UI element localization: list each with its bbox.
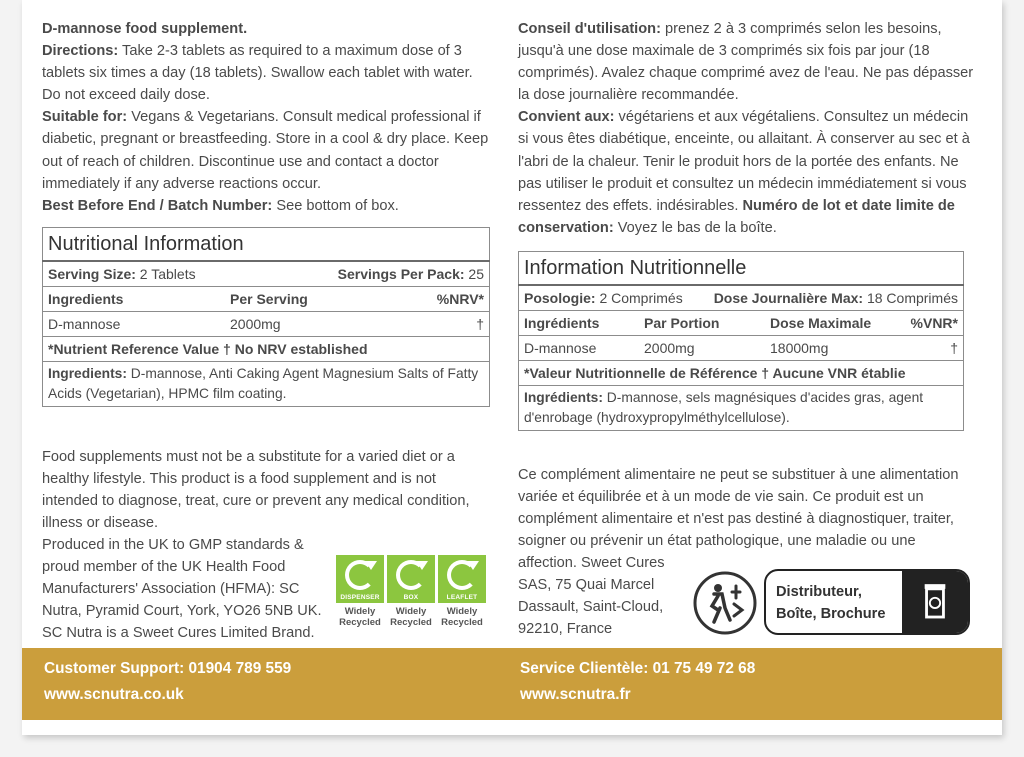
website-en: www.scnutra.co.uk xyxy=(44,686,184,703)
dose-max-value: 18 Comprimés xyxy=(863,289,958,306)
convient-text: végétariens et aux végétaliens. Consultez un médecin si vous êtes diabétique, enceinte, ou allaitant. À conserver au sec et à l'abri de la chaleur. Tenir le produit hors de la portée des enfants. Ne pas utiliser le produit et consultez un médecin immédiatement si vous ressentez des effets. indésirables. xyxy=(518,109,970,214)
convient-label: Convient aux: xyxy=(518,109,615,126)
address-line: 92210, France xyxy=(518,621,613,638)
badge-label: DISPENSER xyxy=(340,594,380,601)
header-per-serving: Per Serving xyxy=(230,290,308,307)
dose-max xyxy=(714,288,958,308)
badge-box xyxy=(387,555,435,628)
lot-label: Numéro de lot et date limite de conservation: xyxy=(518,197,955,236)
ingredients-label: Ingredients: xyxy=(48,365,127,381)
header-par-portion: Par Portion xyxy=(644,314,720,331)
english-column xyxy=(42,18,492,407)
posologie-value: 2 Comprimés xyxy=(595,289,683,306)
ingredients-list xyxy=(43,361,490,406)
ingredients-text-fr: D-mannose, sels magnésiques d'acides gras, agent d'enrobage (hydroxypropylméthylcellulose). xyxy=(524,389,924,425)
servings-per-pack-value: 25 xyxy=(464,265,484,282)
serving-size-label: Serving Size: xyxy=(48,265,136,282)
header-vnr: %VNR* xyxy=(910,314,958,331)
support-phone-fr: Service Clientèle: 01 75 49 72 68 xyxy=(520,660,756,677)
header-nrv: %NRV* xyxy=(436,290,484,307)
table-row xyxy=(524,338,958,358)
cell-par-portion: 2000mg xyxy=(644,339,695,356)
conseil-text: prenez 2 à 3 comprimés selon les besoins, jusqu'à une dose maximale de 3 comprimés six fois par jour (18 comprimés). Avalez chaque comprimé avez de l'eau. Ne pas dépasser la dose journalière recommandée. xyxy=(518,21,974,104)
ingredients-text: D-mannose, Anti Caking Agent Magnesium Salts of Fatty Acids (Vegetarian), HPMC film coating. xyxy=(48,365,479,401)
nutrition-table-fr-title: Information Nutritionnelle xyxy=(519,251,964,285)
cell-per-serving: 2000mg xyxy=(230,315,281,332)
header-ingredients: Ingredients xyxy=(48,290,124,307)
best-before-label: Best Before End / Batch Number: xyxy=(42,197,273,214)
nutrition-table-title: Nutritional Information xyxy=(43,227,490,261)
table-header-row xyxy=(524,313,958,333)
posologie xyxy=(524,288,683,308)
badge-caption: Recycled xyxy=(441,617,483,628)
badge-caption: Widely xyxy=(395,606,427,617)
badge-dispenser xyxy=(336,555,384,628)
address-line: SAS, 75 Quai Marcel xyxy=(518,577,655,594)
address-line: Dassault, Saint-Cloud, xyxy=(518,599,664,616)
french-column xyxy=(518,18,978,431)
label-panel xyxy=(22,0,1002,735)
nutrition-table-fr xyxy=(518,251,964,431)
lot-text: Voyez le bas de la boîte. xyxy=(613,219,777,236)
table-row xyxy=(48,314,484,334)
nrv-note: *Nutrient Reference Value † No NRV established xyxy=(43,336,490,361)
servings-per-pack-label: Servings Per Pack: xyxy=(337,265,465,282)
nutrition-table xyxy=(42,227,490,407)
disclaimer-fr: Ce complément alimentaire ne peut se substituer à une alimentation variée et équilibrée et à un mode de vie sain. Ce produit est un complément alimentaire et n'est pas destiné à diagnostiquer, traiter, soigner ou prévenir un état pathologique, une maladie ou une xyxy=(518,467,959,550)
badge-caption: Recycled xyxy=(390,617,432,628)
cell-nrv: † xyxy=(476,315,484,332)
contact-band xyxy=(22,648,1002,720)
address-line: affection. Sweet Cures xyxy=(518,555,665,571)
conseil xyxy=(518,18,978,106)
serving-size xyxy=(48,264,196,284)
directions-text: Take 2-3 tablets as required to a maximum dose of 3 tablets six times a day (18 tablets). Swallow each tablet with water. Do not exceed daily dose. xyxy=(42,43,473,104)
recycling-badges xyxy=(336,555,486,628)
dose-max-label: Dose Journalière Max: xyxy=(713,289,864,306)
product-name: D-mannose food supplement. xyxy=(42,21,248,37)
suitable-text: Vegans & Vegetarians. Consult medical professional if diabetic, pregnant or breastfeeding. Store in a cool & dry place. Keep out of reach of children. Discontinue use and contact a doctor immediately if any adverse reactions occur. xyxy=(42,109,489,192)
disclaimer-en: Food supplements must not be a substitute for a varied diet or a healthy lifestyle. This product is a food supplement and is not intended to diagnose, treat, cure or prevent any medical condition, illness or disease. xyxy=(42,449,470,532)
distributor-line-1: Distributeur, xyxy=(776,584,862,600)
recycle-bin-icon xyxy=(902,571,968,633)
vnr-note: *Valeur Nutritionnelle de Référence † Aucune VNR établie xyxy=(519,360,964,385)
ingredients-list-fr xyxy=(519,385,964,430)
directions xyxy=(42,40,492,106)
suitable-label: Suitable for: xyxy=(42,109,128,126)
distributor-line-2: Boîte, Brochure xyxy=(776,606,886,622)
table-header-row xyxy=(48,289,484,309)
website-fr: www.scnutra.fr xyxy=(520,686,631,703)
best-before-text: See bottom of box. xyxy=(272,197,399,214)
support-phone-en: Customer Support: 01904 789 559 xyxy=(44,660,292,677)
badge-label: BOX xyxy=(403,594,419,601)
badge-caption: Widely xyxy=(344,606,376,617)
badge-label: LEAFLET xyxy=(446,594,478,601)
posologie-label: Posologie: xyxy=(524,289,596,306)
ingredients-label-fr: Ingrédients: xyxy=(524,389,603,405)
cell-vnr: † xyxy=(950,339,958,356)
directions-label: Directions: xyxy=(42,43,119,60)
triman-icon xyxy=(692,570,758,636)
header-ingredients: Ingrédients xyxy=(524,314,600,331)
servings-per-pack xyxy=(338,264,484,284)
badge-leaflet xyxy=(438,555,486,628)
conseil-label: Conseil d'utilisation: xyxy=(518,21,661,37)
serving-size-value: 2 Tablets xyxy=(135,265,196,282)
best-before xyxy=(42,195,492,217)
convient xyxy=(518,106,978,239)
address-fr xyxy=(518,552,688,640)
badge-caption: Recycled xyxy=(339,617,381,628)
cell-ingredient: D-mannose xyxy=(524,339,597,356)
badge-caption: Widely xyxy=(446,606,478,617)
producer-info: Produced in the UK to GMP standards & proud member of the UK Health Food Manufacturers' Association (HFMA): SC Nutra, Pyramid Court, York, YO26 5NB UK. SC Nutra is a Sweet Cures Limited Brand. xyxy=(42,537,322,642)
cell-dose-max: 18000mg xyxy=(770,339,829,356)
cell-ingredient: D-mannose xyxy=(48,315,121,332)
suitable-for xyxy=(42,106,492,194)
distributor-box xyxy=(764,569,970,635)
header-dose-max: Dose Maximale xyxy=(770,314,872,331)
